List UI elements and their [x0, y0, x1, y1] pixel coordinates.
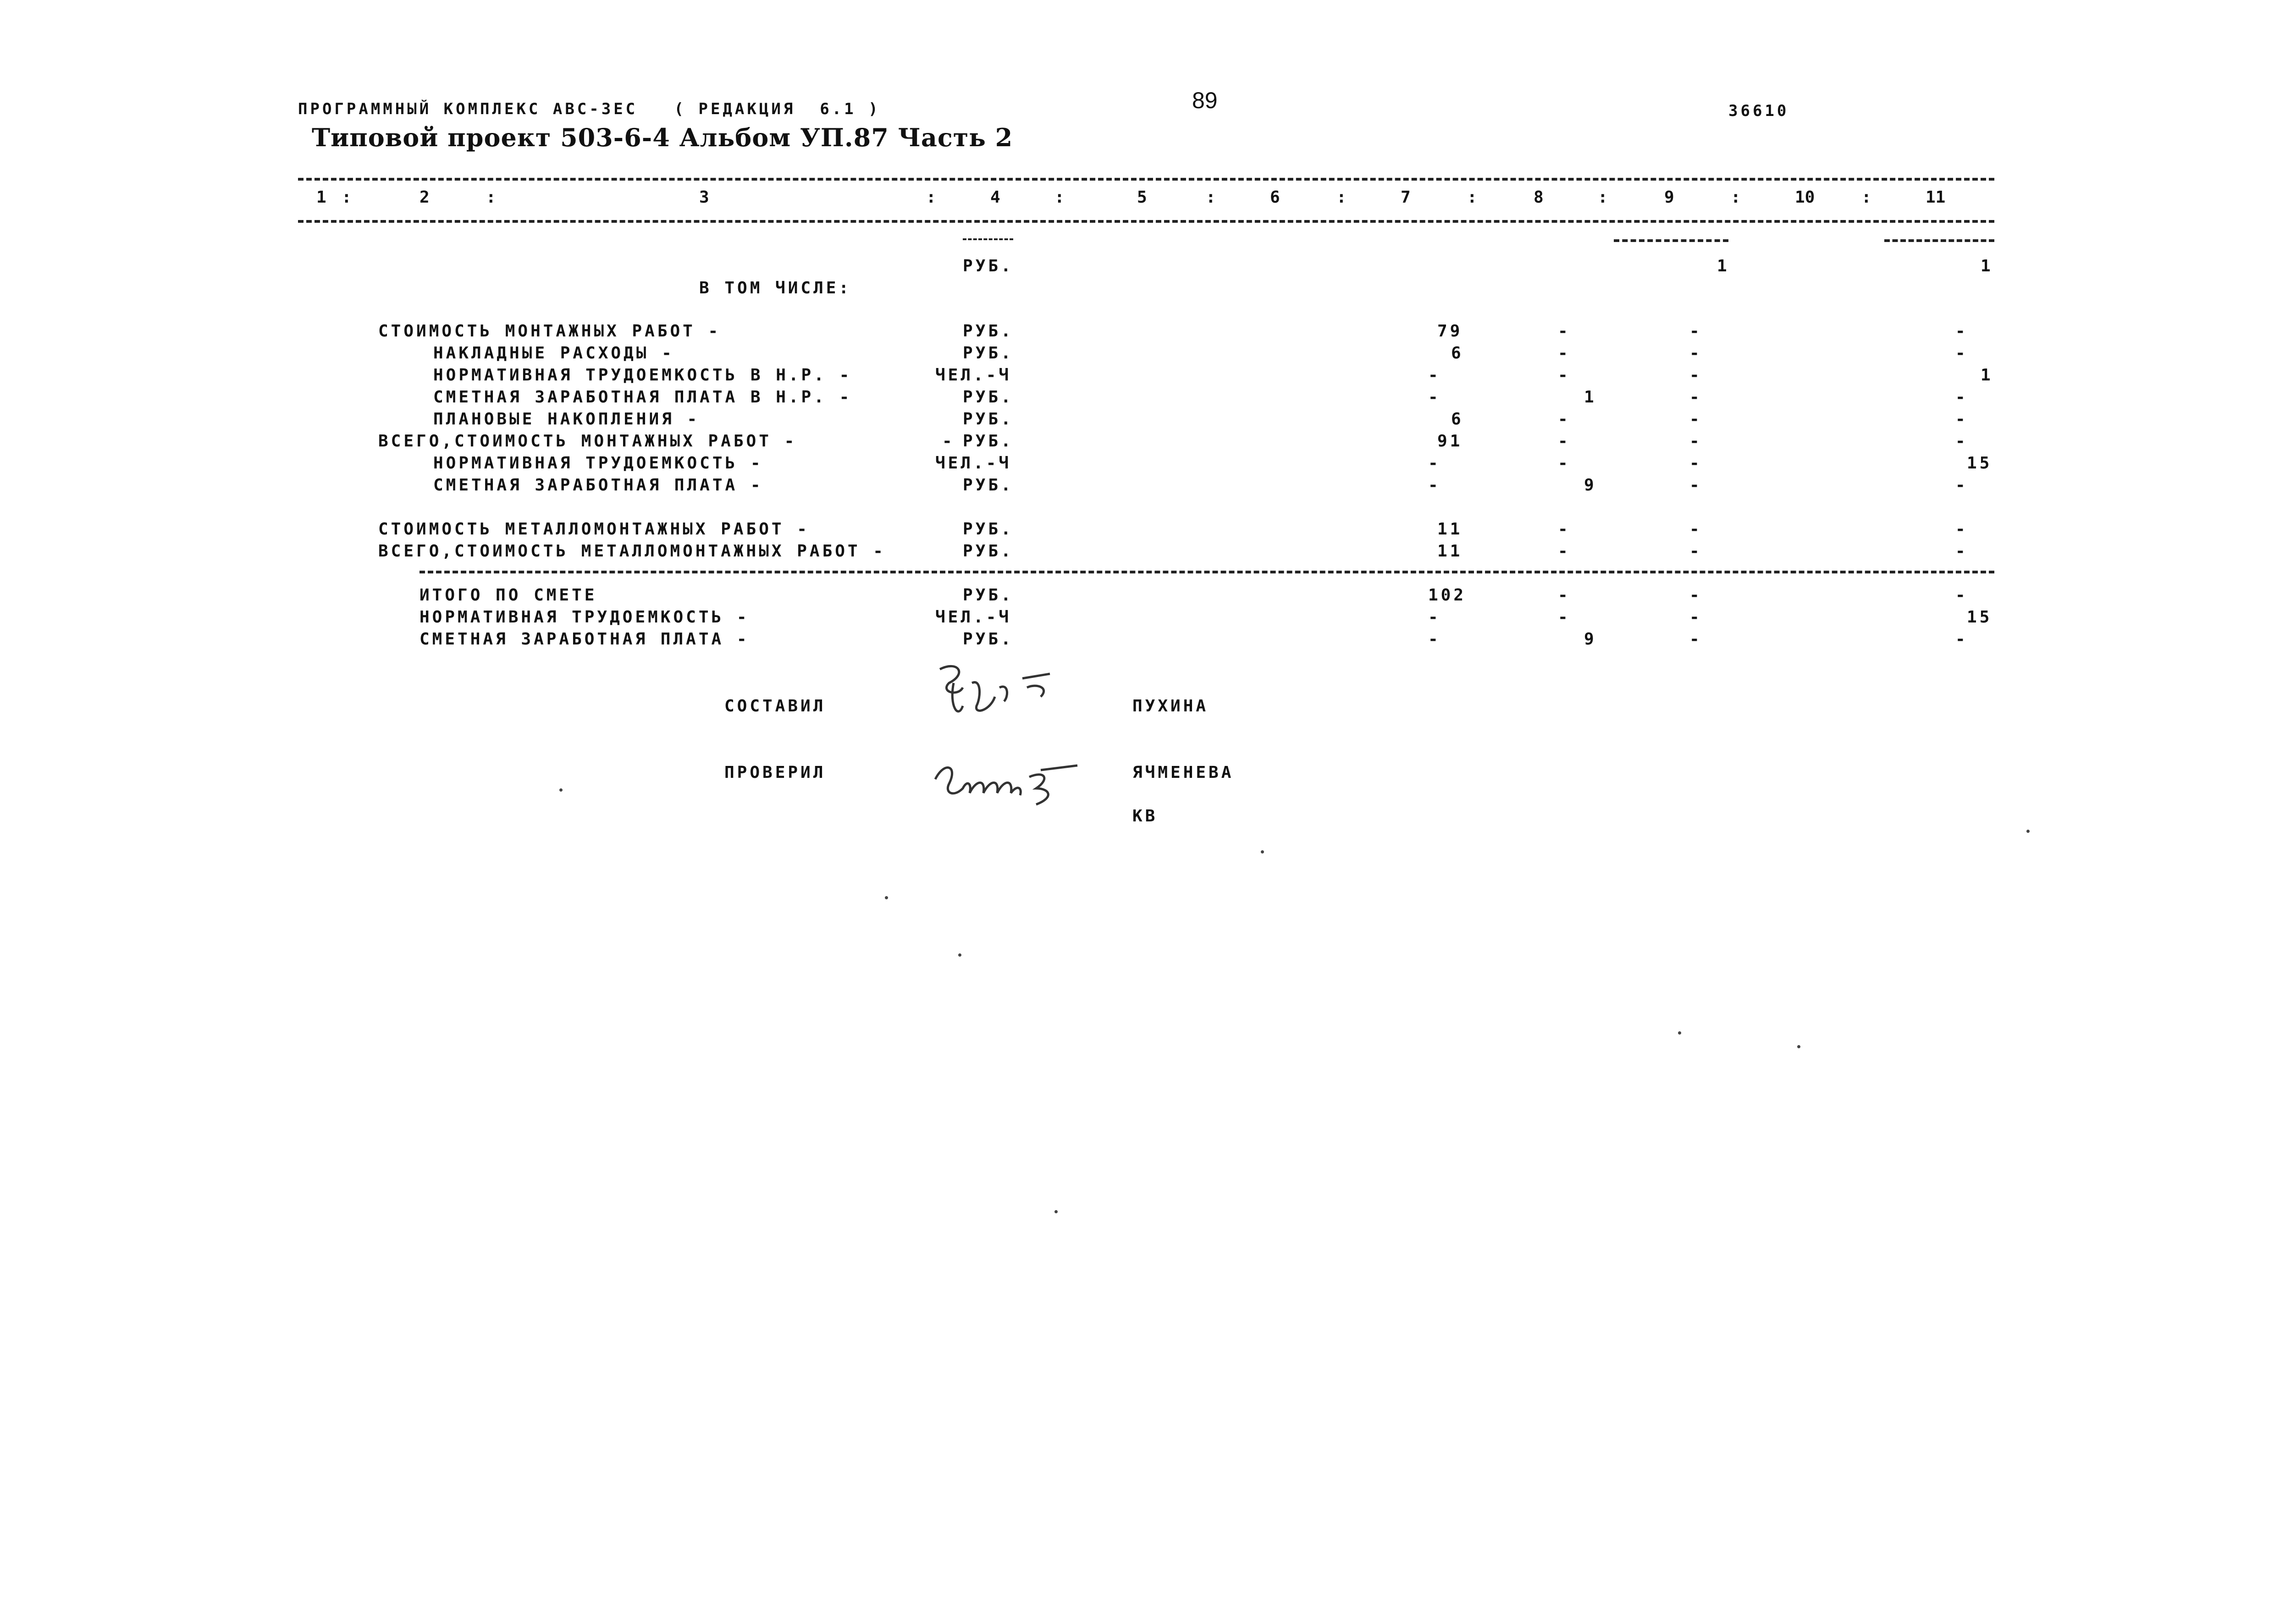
scan-speck [559, 788, 563, 792]
row-col9: - [1689, 476, 1702, 495]
table-row [0, 432, 2274, 454]
column-sep: : [1861, 188, 1871, 207]
row-col11: - [1955, 388, 1968, 407]
row-col11: - [1955, 630, 1968, 649]
row-col8: - [1558, 432, 1571, 451]
row-col8: - [1558, 344, 1571, 363]
compiled-by-name: ПУХИНА [1132, 697, 1209, 716]
table-row [0, 630, 2274, 652]
scan-speck [1678, 1031, 1681, 1035]
row-col11: - [1955, 344, 1968, 363]
scan-speck [2026, 830, 2030, 833]
row-col7: 79 [1437, 322, 1463, 341]
row-label: ИТОГО ПО СМЕТЕ [419, 586, 597, 605]
column-2: 2 [419, 188, 430, 207]
column-header-row [0, 188, 2274, 211]
column-8: 8 [1534, 188, 1544, 207]
row-unit: РУБ. [963, 322, 1014, 341]
row-col11: - [1955, 586, 1968, 605]
column-sep: : [1336, 188, 1347, 207]
program-header: ПРОГРАММНЫЙ КОМПЛЕКС АВС-3ЕС ( РЕДАКЦИЯ 6.1 ) [298, 100, 881, 118]
row-col9: - [1689, 608, 1702, 627]
table-row [0, 257, 2274, 279]
table-row [0, 476, 2274, 498]
row-label: СТОИМОСТЬ МЕТАЛЛОМОНТАЖНЫХ РАБОТ - [378, 520, 810, 539]
row-col7: 11 [1437, 520, 1463, 539]
col9-underline [1614, 239, 1728, 242]
table-row [0, 520, 2274, 542]
row-col8: 9 [1584, 476, 1597, 495]
row-unit-dash: - [942, 432, 955, 451]
checked-by-label: ПРОВЕРИЛ [724, 763, 826, 782]
row-label: СМЕТНАЯ ЗАРАБОТНАЯ ПЛАТА В Н.Р. - [433, 388, 852, 407]
row-col7: - [1428, 476, 1441, 495]
table-top-rule [298, 178, 1994, 181]
row-unit: ЧЕЛ.-Ч [935, 366, 1012, 385]
unit-underline [963, 238, 1013, 240]
table-row [0, 388, 2274, 410]
row-label: НОРМАТИВНАЯ ТРУДОЕМКОСТЬ - [433, 454, 763, 473]
row-col7: - [1428, 388, 1441, 407]
row-unit: РУБ. [963, 542, 1014, 561]
col11-underline [1884, 239, 1994, 242]
row-unit: РУБ. [963, 432, 1014, 451]
section-label: В ТОМ ЧИСЛЕ: [699, 279, 852, 297]
row-unit: РУБ. [963, 630, 1014, 649]
row-col9: - [1689, 520, 1702, 539]
column-1: 1 [316, 188, 326, 207]
row-col7: - [1428, 454, 1441, 473]
row-col7: - [1428, 366, 1441, 385]
row-col9: - [1689, 388, 1702, 407]
row-label: СМЕТНАЯ ЗАРАБОТНАЯ ПЛАТА - [419, 630, 750, 649]
checked-signature [931, 752, 1096, 813]
column-11: 11 [1926, 188, 1946, 207]
row-col8: 1 [1584, 388, 1597, 407]
row-col11: - [1955, 322, 1968, 341]
row-col11: 1 [1981, 366, 1993, 385]
row-col11: - [1955, 476, 1968, 495]
row-col7: 91 [1437, 432, 1463, 451]
row-unit: РУБ. [963, 257, 1014, 275]
row-col9: - [1689, 454, 1702, 473]
scan-speck [1054, 1210, 1058, 1213]
row-col8: 9 [1584, 630, 1597, 649]
column-5: 5 [1137, 188, 1147, 207]
row-col9: - [1689, 366, 1702, 385]
checked-by-suffix: КВ [1132, 807, 1158, 826]
column-6: 6 [1270, 188, 1280, 207]
table-header-rule [298, 220, 1994, 223]
column-sep: : [342, 188, 352, 207]
row-col9: - [1689, 630, 1702, 649]
table-row [0, 366, 2274, 388]
column-sep: : [1467, 188, 1477, 207]
row-label: ВСЕГО,СТОИМОСТЬ МЕТАЛЛОМОНТАЖНЫХ РАБОТ - [378, 542, 886, 561]
row-col9: - [1689, 586, 1702, 605]
row-col11: - [1955, 410, 1968, 429]
row-col9: - [1689, 542, 1702, 561]
table-row [0, 322, 2274, 344]
row-label: ВСЕГО,СТОИМОСТЬ МОНТАЖНЫХ РАБОТ - [378, 432, 797, 451]
row-col7: 6 [1451, 410, 1464, 429]
row-unit: РУБ. [963, 410, 1014, 429]
document-title: Типовой проект 503-6-4 Альбом УП.87 Часть 2 [312, 123, 1013, 152]
row-col9: - [1689, 432, 1702, 451]
column-sep: : [1206, 188, 1216, 207]
column-sep: : [486, 188, 496, 207]
row-label: НОРМАТИВНАЯ ТРУДОЕМКОСТЬ - [419, 608, 750, 627]
row-label: НОРМАТИВНАЯ ТРУДОЕМКОСТЬ В Н.Р. - [433, 366, 852, 385]
row-col7: - [1428, 608, 1441, 627]
row-unit: ЧЕЛ.-Ч [935, 454, 1012, 473]
row-unit: РУБ. [963, 476, 1014, 495]
checked-by-name: ЯЧМЕНЕВА [1132, 763, 1234, 782]
row-col8: - [1558, 520, 1571, 539]
row-col11: - [1955, 520, 1968, 539]
compiled-by-label: СОСТАВИЛ [724, 697, 826, 716]
row-unit: ЧЕЛ.-Ч [935, 608, 1012, 627]
row-label: НАКЛАДНЫЕ РАСХОДЫ - [433, 344, 674, 363]
row-col11: 1 [1981, 257, 1993, 275]
row-col8: - [1558, 542, 1571, 561]
page-number: 89 [1192, 88, 1218, 113]
row-label: СТОИМОСТЬ МОНТАЖНЫХ РАБОТ - [378, 322, 721, 341]
table-row [0, 344, 2274, 366]
column-3: 3 [699, 188, 709, 207]
row-col9: 1 [1717, 257, 1730, 275]
column-10: 10 [1795, 188, 1815, 207]
row-col8: - [1558, 608, 1571, 627]
row-col8: - [1558, 586, 1571, 605]
column-sep: : [1731, 188, 1741, 207]
row-col7: 11 [1437, 542, 1463, 561]
row-unit: РУБ. [963, 520, 1014, 539]
column-7: 7 [1401, 188, 1411, 207]
table-row [0, 454, 2274, 476]
row-col7: 6 [1451, 344, 1464, 363]
row-unit: РУБ. [963, 344, 1014, 363]
row-label: СМЕТНАЯ ЗАРАБОТНАЯ ПЛАТА - [433, 476, 763, 495]
column-sep: : [926, 188, 936, 207]
scan-speck [1261, 850, 1264, 853]
row-label: ПЛАНОВЫЕ НАКОПЛЕНИЯ - [433, 410, 700, 429]
row-col9: - [1689, 410, 1702, 429]
row-col7: - [1428, 630, 1441, 649]
scan-speck [1797, 1045, 1800, 1048]
row-col8: - [1558, 366, 1571, 385]
row-col11: 15 [1967, 454, 1993, 473]
compiled-signature [931, 655, 1068, 731]
row-col8: - [1558, 322, 1571, 341]
row-unit: РУБ. [963, 388, 1014, 407]
column-sep: : [1054, 188, 1065, 207]
table-row [0, 586, 2274, 608]
column-4: 4 [990, 188, 1000, 207]
row-col8: - [1558, 410, 1571, 429]
column-sep: : [1598, 188, 1608, 207]
table-row [0, 608, 2274, 630]
row-col11: 15 [1967, 608, 1993, 627]
row-col8: - [1558, 454, 1571, 473]
scan-speck [958, 953, 961, 957]
scan-speck [885, 896, 888, 899]
document-code: 36610 [1728, 102, 1789, 120]
column-9: 9 [1664, 188, 1674, 207]
row-col9: - [1689, 322, 1702, 341]
row-unit: РУБ. [963, 586, 1014, 605]
row-col11: - [1955, 432, 1968, 451]
totals-rule [419, 571, 1994, 573]
row-col11: - [1955, 542, 1968, 561]
table-row [0, 410, 2274, 432]
row-col7: 102 [1428, 586, 1467, 605]
row-col9: - [1689, 344, 1702, 363]
table-row [0, 542, 2274, 564]
